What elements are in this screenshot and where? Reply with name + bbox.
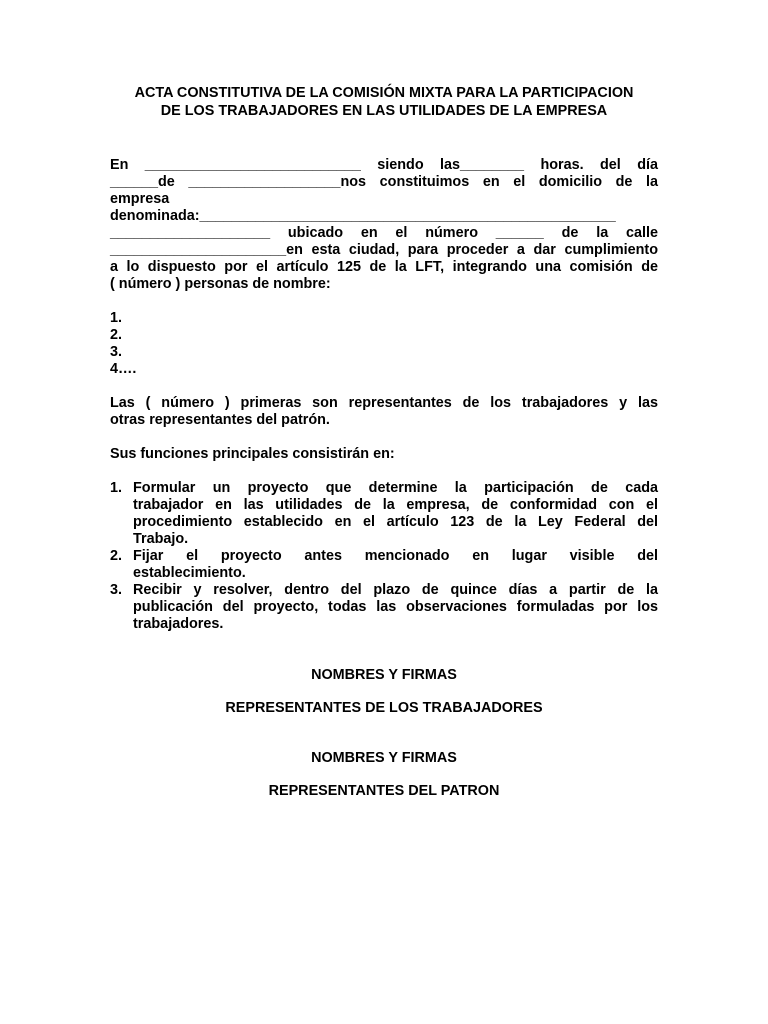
- representatives-line: Las ( número ) primeras son representantes de los trabajadores y las: [110, 395, 658, 411]
- intro-paragraph: [110, 157, 658, 293]
- member-name-item: 1.: [110, 310, 123, 326]
- title-line: DE LOS TRABAJADORES EN LAS UTILIDADES DE LA EMPRESA: [160, 103, 608, 119]
- intro-line: empresa: [110, 191, 170, 207]
- intro-line: ______________________en esta ciudad, para proceder a dar cumplimiento: [110, 242, 658, 258]
- signature-heading: NOMBRES Y FIRMAS: [311, 750, 457, 766]
- document-body: [110, 84, 658, 800]
- function-text: [133, 548, 658, 582]
- signature-section-employer: [110, 750, 658, 800]
- spacer: [110, 378, 658, 395]
- spacer: [110, 463, 658, 480]
- intro-line: denominada:____________________________________________________: [110, 208, 616, 224]
- spacer: [110, 293, 658, 310]
- spacer: [110, 717, 658, 750]
- function-text: [133, 582, 658, 633]
- function-line: trabajador en las utilidades de la empresa, de conformidad con el: [133, 497, 658, 513]
- function-line: procedimiento establecido en el artículo 123 de la Ley Federal del: [133, 514, 658, 530]
- signature-group: REPRESENTANTES DEL PATRON: [268, 783, 500, 799]
- function-line: publicación del proyecto, todas las observaciones formuladas por los: [133, 599, 658, 615]
- function-number: 3.: [110, 582, 123, 598]
- function-item: [110, 480, 658, 548]
- representatives-paragraph: [110, 395, 658, 429]
- intro-line: ( número ) personas de nombre:: [110, 276, 331, 292]
- function-item: [110, 582, 658, 633]
- spacer: [110, 767, 658, 783]
- spacer: [110, 684, 658, 700]
- function-number: 2.: [110, 548, 123, 564]
- member-name-item: 3.: [110, 344, 123, 360]
- function-line: trabajadores.: [133, 616, 224, 632]
- function-text: [133, 480, 658, 548]
- intro-line: a lo dispuesto por el artículo 125 de la LFT, integrando una comisión de: [110, 259, 658, 275]
- member-name-list: [110, 310, 658, 378]
- member-name-item: 2.: [110, 327, 123, 343]
- intro-line: En ___________________________ siendo las________ horas. del día: [110, 157, 658, 173]
- intro-line: ______de ___________________nos constituimos en el domicilio de la: [110, 174, 658, 190]
- function-line: establecimiento.: [133, 565, 246, 581]
- member-name-item: 4….: [110, 361, 137, 377]
- spacer: [110, 633, 658, 667]
- functions-list: [110, 480, 658, 633]
- functions-heading-text: Sus funciones principales consistirán en:: [110, 446, 395, 462]
- title-line: ACTA CONSTITUTIVA DE LA COMISIÓN MIXTA PARA LA PARTICIPACION: [134, 85, 634, 101]
- signature-heading: NOMBRES Y FIRMAS: [311, 667, 457, 683]
- function-line: Formular un proyecto que determine la participación de cada: [133, 480, 658, 496]
- spacer: [110, 429, 658, 446]
- function-item: [110, 548, 658, 582]
- function-line: Fijar el proyecto antes mencionado en lugar visible del: [133, 548, 658, 564]
- function-number: 1.: [110, 480, 123, 496]
- function-line: Trabajo.: [133, 531, 189, 547]
- representatives-line: otras representantes del patrón.: [110, 412, 330, 428]
- signature-group: REPRESENTANTES DE LOS TRABAJADORES: [225, 700, 543, 716]
- function-line: Recibir y resolver, dentro del plazo de quince días a partir de la: [133, 582, 658, 598]
- intro-line: ____________________ ubicado en el número ______ de la calle: [110, 225, 658, 241]
- signature-section-workers: [110, 667, 658, 717]
- document-title: [110, 84, 658, 120]
- functions-heading: [110, 446, 658, 463]
